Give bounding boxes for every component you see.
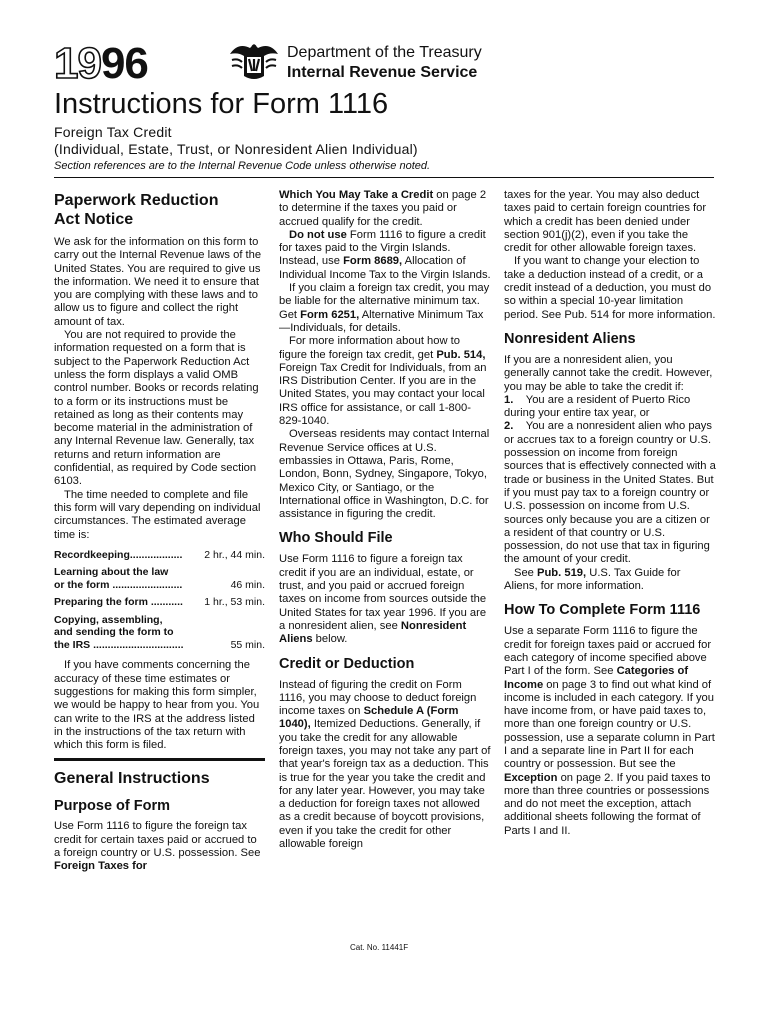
time-label-copying-1: Copying, assembling, [54,613,163,626]
col2-p2-form: Form 8689, [343,255,403,268]
paperwork-paragraph-3: The time needed to complete and file this form will vary depending on individual circumstances. The estimated average time is: [54,488,261,541]
how-to-complete-paragraph [504,625,716,838]
department-name: Department of the Treasury [287,44,482,61]
col2-p3-text-2: Alternative Minimum Tax—Individuals, for details. [279,308,484,334]
col2-paragraph-3 [279,282,491,335]
paperwork-paragraph-2: You are not required to provide the information requested on a form that is subject to the Paperwork Reduction Act unless the form displays a valid OMB control number. Books or records relating to a form or its instructions must be retained as long as their contents may become material in the administration of any Internal Revenue law. Generally, tax returns and return information are confidential, as required by Code section 6103. [54,329,259,488]
heading-nonresident-aliens: Nonresident Aliens [504,330,636,347]
credit-text-2: Itemized Deductions. Generally, if you take the credit for any allowable foreign taxes, you may not take any part of that year's foreign tax as a deduction. This is true for the year you take the credit and for any later year. However, you may take a deduction for foreign taxes not allowed as a credit because of boycott provisions, even if you take the credit for other allowable foreign [279,718,491,851]
col2-p2-bold: Do not use [289,228,347,241]
paperwork-paragraph-4: If you have comments concerning the accuracy of these time estimates or suggestions for making this form simpler, we would be happy to hear from you. You can write to the IRS at the address listed in the instructions of the tax return with which this form is filed. [54,659,260,752]
who-text: Use Form 1116 to figure a foreign tax credit if you are an individual, estate, or trust, and you paid or accrued foreign taxes on income from sources outside the United States for tax year 1996. If you are a nonresident alien, see [279,553,487,632]
time-label-copying-3: the IRS ............................... [54,638,184,651]
who-text-2: below. [312,633,348,646]
col3-paragraph-1: taxes for the year. You may also deduct taxes paid to certain foreign countries for which a credit has been denied under section 901(j)(2), even if you take the credit for other allowable foreign taxes. [504,189,707,255]
how-text-2: on page 3 to find out what kind of income is included in each category. If you have income from, or have paid taxes to, more than one foreign country or U.S. possession, use a separate column in Part I and a separate line in Part II for each country or possession. But see the [504,678,715,771]
how-ref-exception: Exception [504,771,558,784]
time-row-preparing [54,596,265,609]
col2-p2-text-2: Allocation of Individual Income Tax to the Virgin Islands. [279,255,491,281]
col2-paragraph-4 [279,335,491,428]
irs-eagle-logo-icon [228,40,280,84]
col2-paragraph-1 [279,189,491,229]
time-label-recordkeeping: Recordkeeping.................. [54,548,183,561]
time-value-learning: 46 min. [230,578,265,591]
how-text: Use a separate Form 1116 to figure the credit for foreign taxes paid or accrued for each category of income specified above Part I of the form. See [504,625,712,678]
how-ref-categories: Categories of Income [504,665,689,691]
see-text-2: U.S. Tax Guide for Aliens, for more information. [504,566,681,593]
purpose-paragraph [54,820,265,873]
item-2-number: 2. [504,420,514,433]
col2-p1-text: on page 2 to determine if the taxes you paid or accrued qualify for the credit. [279,189,487,228]
item-2-text: You are a nonresident alien who pays or accrues tax to a foreign country or U.S. possession on income from foreign sources that is effectively connected with a trade or business in the United States. But if you must pay tax to a foreign country or U.S. possession on income from U.S. sources only because you are a citizen or a resident of that country or U.S. possession, do not use that tax in figuring the amount of your credit. [504,420,716,566]
item-1-text: You are a resident of Puerto Rico during your entire tax year, or [504,393,691,420]
header-rule [54,177,714,178]
who-ref: Nonresident Aliens [279,619,467,646]
col2-paragraph-5: Overseas residents may contact Internal Revenue Service offices at U.S. embassies in Ottawa, Paris, Rome, London, Bonn, Sydney, Singapore, Tokyo, Mexico City, or Santiago, or the International office in Washington, D.C. for assistance in figuring the credit. [279,428,490,521]
credit-schedule: Schedule A (Form 1040), [279,705,459,731]
time-label-copying-2: and sending the form to [54,626,174,639]
item-1-number: 1. [504,393,514,406]
col2-p4-text: For more information about how to figure the foreign tax credit, get [279,335,461,361]
nonresident-item-2 [504,420,716,566]
column-1 [54,189,265,874]
catalog-number: Cat. No. 11441F [350,943,409,952]
agency-name: Internal Revenue Service [287,64,478,81]
credit-text: Instead of figuring the credit on Form 1116, you may choose to deduct foreign income taxes on [279,678,477,718]
time-estimates-table [54,549,265,652]
col2-p2-text: Form 1116 to figure a credit for taxes paid to the Virgin Islands. Instead, use [279,228,486,268]
col2-p4-pub: Pub. 514, [436,348,486,361]
time-label-learning-2: or the form ........................ [54,578,183,591]
nonresident-paragraph: If you are a nonresident alien, you generally cannot take the credit. However, you may be able to take the credit if: [504,353,713,393]
time-label-preparing: Preparing the form ........... [54,596,183,609]
section-divider [54,758,265,761]
time-row-copying-1 [54,614,265,627]
how-text-3: on page 2. If you paid taxes to more than three countries or possessions and do not meet the exception, attach additional sheets following the format of Parts I and II. [504,771,711,837]
col2-paragraph-2 [279,229,491,282]
col2-p3-text: If you claim a foreign tax credit, you may be liable for the alternative minimum tax. Get [279,282,490,321]
time-value-recordkeeping: 2 hr., 44 min. [204,548,265,561]
time-value-copying: 55 min. [230,638,265,651]
purpose-text: Use Form 1116 to figure the foreign tax credit for certain taxes paid or accrued to a foreign country or U.S. possession. See [54,820,261,859]
department-block [287,43,482,83]
year-outline: 19 [54,39,101,88]
heading-purpose-of-form: Purpose of Form [54,798,171,815]
time-row-recordkeeping [54,549,265,562]
time-row-learning-2 [54,579,265,592]
nonresident-see-pub [504,567,716,594]
heading-general-instructions: General Instructions [54,770,210,788]
form-year [54,39,148,88]
page-title: Instructions for Form 1116 [54,88,389,120]
heading-how-to-complete: How To Complete Form 1116 [504,602,701,619]
heading-credit-or-deduction: Credit or Deduction [279,655,415,672]
column-2 [279,189,491,851]
see-pub: Pub. 519, [537,566,587,579]
col2-p4-text-2: Foreign Tax Credit for Individuals, from an IRS Distribution Center. If you are in the United States, you may contact your local IRS office for assistance, or call 1-800-829-1040. [279,361,487,428]
section-references-note: Section references are to the Internal Revenue Code unless otherwise noted. [54,160,431,172]
subtitle-block [54,124,418,158]
credit-deduction-paragraph [279,679,491,852]
nonresident-item-1 [504,394,716,421]
subtitle-line-1: Foreign Tax Credit [54,124,172,140]
heading-who-should-file: Who Should File [279,530,393,547]
subtitle-line-2: (Individual, Estate, Trust, or Nonresident Alien Individual) [54,141,418,157]
col2-p1-bold: Which You May Take a Credit [279,189,434,201]
who-should-file-paragraph [279,553,491,646]
time-label-learning-1: Learning about the law [54,566,169,579]
col3-paragraph-2: If you want to change your election to take a deduction instead of a credit, or a credit instead of a deduction, you must do so within a special 10-year limitation period. See Pub. 514 for more information. [504,255,716,321]
col2-p3-form: Form 6251, [300,308,360,321]
heading-paperwork-reduction: Paperwork Reduction Act Notice [54,192,219,228]
time-row-learning-1 [54,566,265,579]
time-row-copying-2 [54,626,265,639]
column-3 [504,189,716,838]
year-bold: 96 [100,39,148,88]
time-value-preparing: 1 hr., 53 min. [204,596,265,609]
purpose-ref: Foreign Taxes for [54,860,148,873]
see-text: See [514,566,538,579]
time-row-copying-3 [54,639,265,652]
paperwork-paragraph-1: We ask for the information on this form to carry out the Internal Revenue laws of the United States. You are required to give us the information. We need it to ensure that you are complying with these laws and to allow us to figure and collect the right amount of tax. [54,236,262,328]
